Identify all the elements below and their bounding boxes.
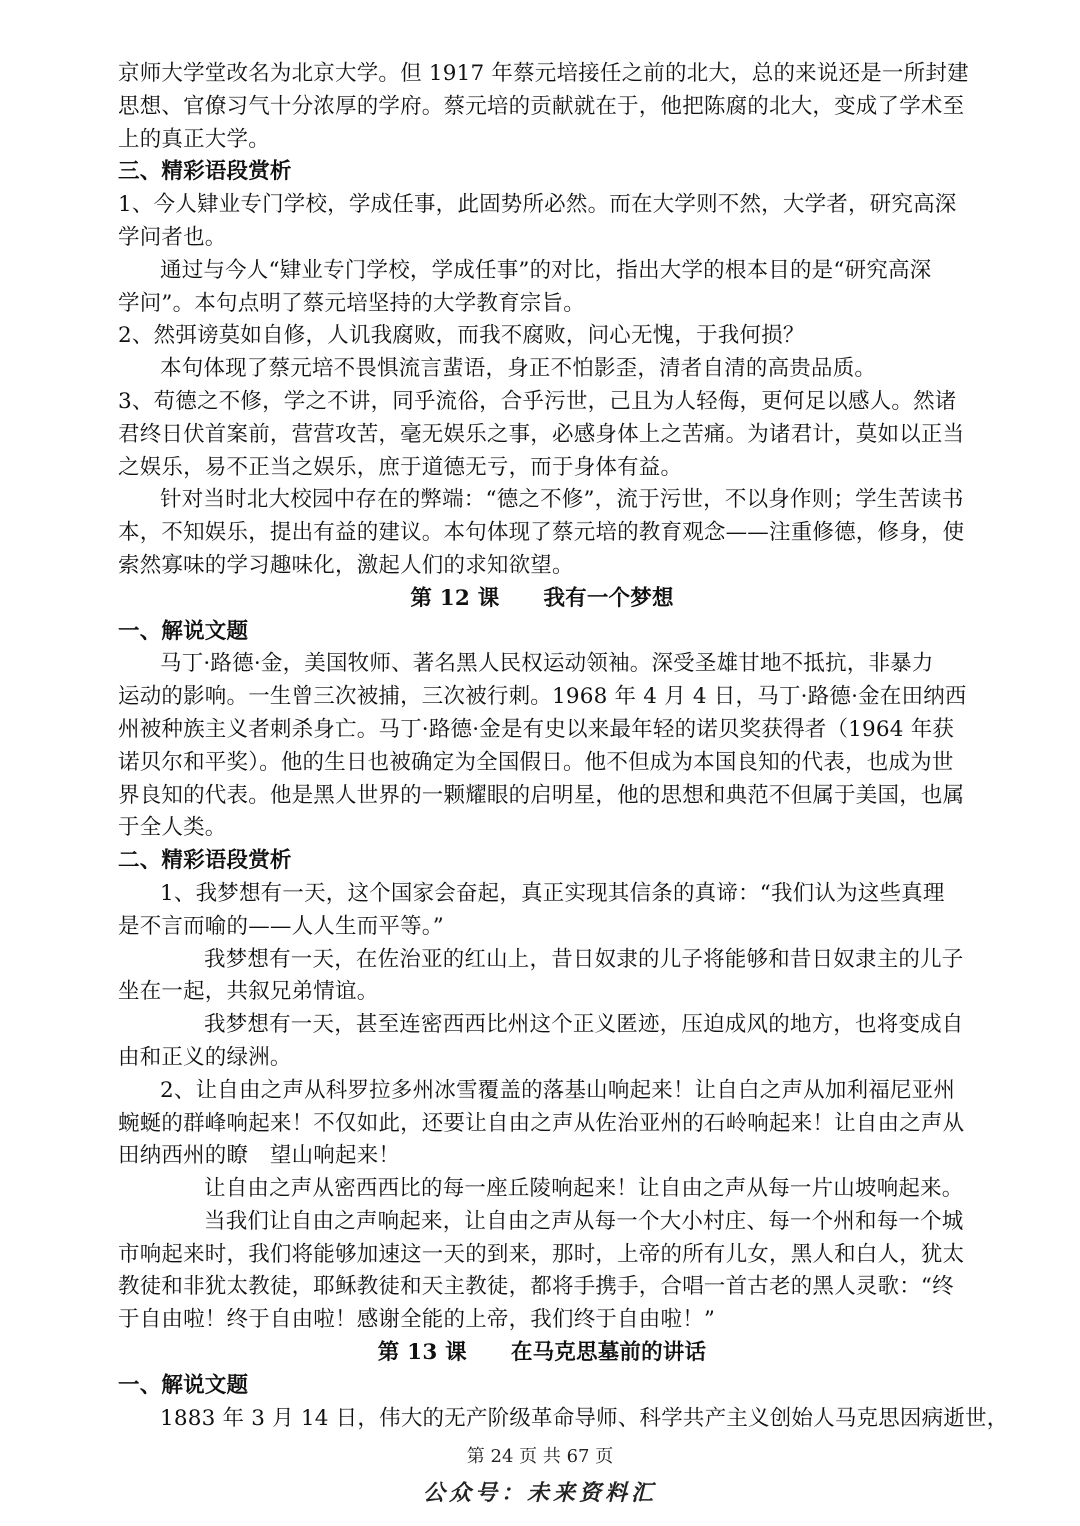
quote-line: 之娱乐，易不正当之娱乐，庶于道德无亏，而于身体有益。 (118, 454, 683, 480)
quote-line: 君终日伏首案前，营营攻苦，毫无娱乐之事，必感身体上之苦痛。为诸君计，莫如以正当 (118, 421, 965, 447)
quote-line: 坐在一起，共叙兄弟情谊。 (118, 979, 379, 1005)
text-line: 上的真正大学。 (118, 126, 270, 152)
quote-line: 2、让自由之声从科罗拉多州冰雪覆盖的落基山响起来！让自白之声从加利福尼亚州 (160, 1077, 956, 1103)
quote-line: 1、我梦想有一天，这个国家会奋起，真正实现其信条的真谛：“我们认为这些真理 (160, 880, 945, 906)
quote-line: 由和正义的绿洲。 (118, 1044, 292, 1070)
quote-line: 教徒和非犹太教徒，耶稣教徒和天主教徒，都将手携手，合唱一首古老的黑人灵歌：“终 (118, 1274, 954, 1300)
quote-line: 2、然弭谤莫如自修，人讥我腐败，而我不腐败，问心无愧，于我何损？ (118, 323, 805, 349)
page-number: 第 24 页 共 67 页 (466, 1446, 614, 1467)
analysis-line: 针对当时北大校园中存在的弊端：“德之不修”，流于污世，不以身作则；学生苦读书 (160, 487, 964, 513)
quote-line: 田纳西州的瞭 望山响起来！ (118, 1143, 401, 1169)
quote-line: 3、苟德之不修，学之不讲，同乎流俗，合乎污世，己且为人轻侮，更何足以感人。然诸 (118, 388, 957, 414)
text-line: 1883 年 3 月 14 日，伟大的无产阶级革命导师、科学共产主义创始人马克思因病逝世， (160, 1405, 1009, 1431)
document-page (118, 58, 1009, 1435)
quote-line: 于自由啦！终于自由啦！感谢全能的上帝，我们终于自由啦！” (118, 1307, 716, 1333)
text-line: 于全人类。 (118, 815, 227, 841)
lesson-12-title (118, 583, 966, 616)
text-line: 界良知的代表。他是黑人世界的一颗耀眼的启明星，他的思想和典范不但属于美国，也属 (118, 782, 965, 808)
quote-line: 当我们让自由之声响起来，让自由之声从每一个大小村庄、每一个州和每一个城 (204, 1208, 964, 1234)
lesson-title: 在马克思墓前的讲话 (510, 1340, 707, 1366)
quote-line: 是不言而喻的——人人生而平等。” (118, 913, 444, 939)
lesson-title: 我有一个梦想 (543, 585, 674, 611)
analysis-line: 本句体现了蔡元培不畏惧流言蜚语，身正不怕影歪，清者自清的高贵品质。 (160, 356, 877, 382)
analysis-line: 本，不知娱乐，提出有益的建议。本句体现了蔡元培的教育观念——注重修德，修身，使 (118, 520, 965, 546)
section-heading: 一、解说文题 (118, 618, 249, 644)
section-heading: 三、精彩语段赏析 (118, 159, 292, 185)
watermark: 公众号：未来资料汇 (422, 1480, 657, 1506)
quote-line: 学问者也。 (118, 224, 227, 250)
text-line: 马丁·路德·金，美国牧师、著名黑人民权运动领袖。深受圣雄甘地不抵抗，非暴力 (160, 651, 934, 677)
text-line: 诺贝尔和平奖）。他的生日也被确定为全国假日。他不但成为本国良知的代表，也成为世 (118, 749, 954, 775)
text-line: 思想、官僚习气十分浓厚的学府。蔡元培的贡献就在于，他把陈腐的北大，变成了学术至 (118, 93, 965, 119)
lesson-number: 第 12 课 (410, 585, 500, 611)
quote-line: 我梦想有一天，在佐治亚的红山上，昔日奴隶的儿子将能够和昔日奴隶主的儿子 (204, 946, 964, 972)
text-line: 运动的影响。一生曾三次被捕，三次被行刺。1968 年 4 月 4 日，马丁·路德·金在田纳西 (118, 684, 967, 710)
lesson-number: 第 13 课 (377, 1340, 467, 1366)
text-line: 京师大学堂改名为北京大学。但 1917 年蔡元培接任之前的北大，总的来说还是一所封建 (118, 61, 969, 86)
quote-line: 让自由之声从密西西比的每一座丘陵响起来！让自由之声从每一片山坡响起来。 (204, 1176, 964, 1202)
section-heading: 二、精彩语段赏析 (118, 848, 292, 874)
quote-line: 1、今人肄业专门学校，学成任事，此固势所必然。而在大学则不然，大学者，研究高深 (118, 192, 957, 218)
quote-line: 蜿蜒的群峰响起来！不仅如此，还要让自由之声从佐治亚州的石岭响起来！让自由之声从 (118, 1110, 965, 1136)
analysis-line: 学问”。本句点明了蔡元培坚持的大学教育宗旨。 (118, 290, 585, 316)
analysis-line: 索然寡味的学习趣味化，激起人们的求知欲望。 (118, 552, 574, 578)
quote-line: 市响起来时，我们将能够加速这一天的到来，那时，上帝的所有儿女，黑人和白人，犹太 (118, 1241, 965, 1267)
text-line: 州被种族主义者刺杀身亡。马丁·路德·金是有史以来最年轻的诺贝奖获得者（1964 年获 (118, 716, 955, 742)
quote-line: 我梦想有一天，甚至连密西西比州这个正义匿迹，压迫成风的地方，也将变成自 (204, 1012, 964, 1038)
analysis-line: 通过与今人“肄业专门学校，学成任事”的对比，指出大学的根本目的是“研究高深 (160, 257, 932, 283)
lesson-13-title (118, 1337, 966, 1370)
section-heading: 一、解说文题 (118, 1372, 249, 1398)
